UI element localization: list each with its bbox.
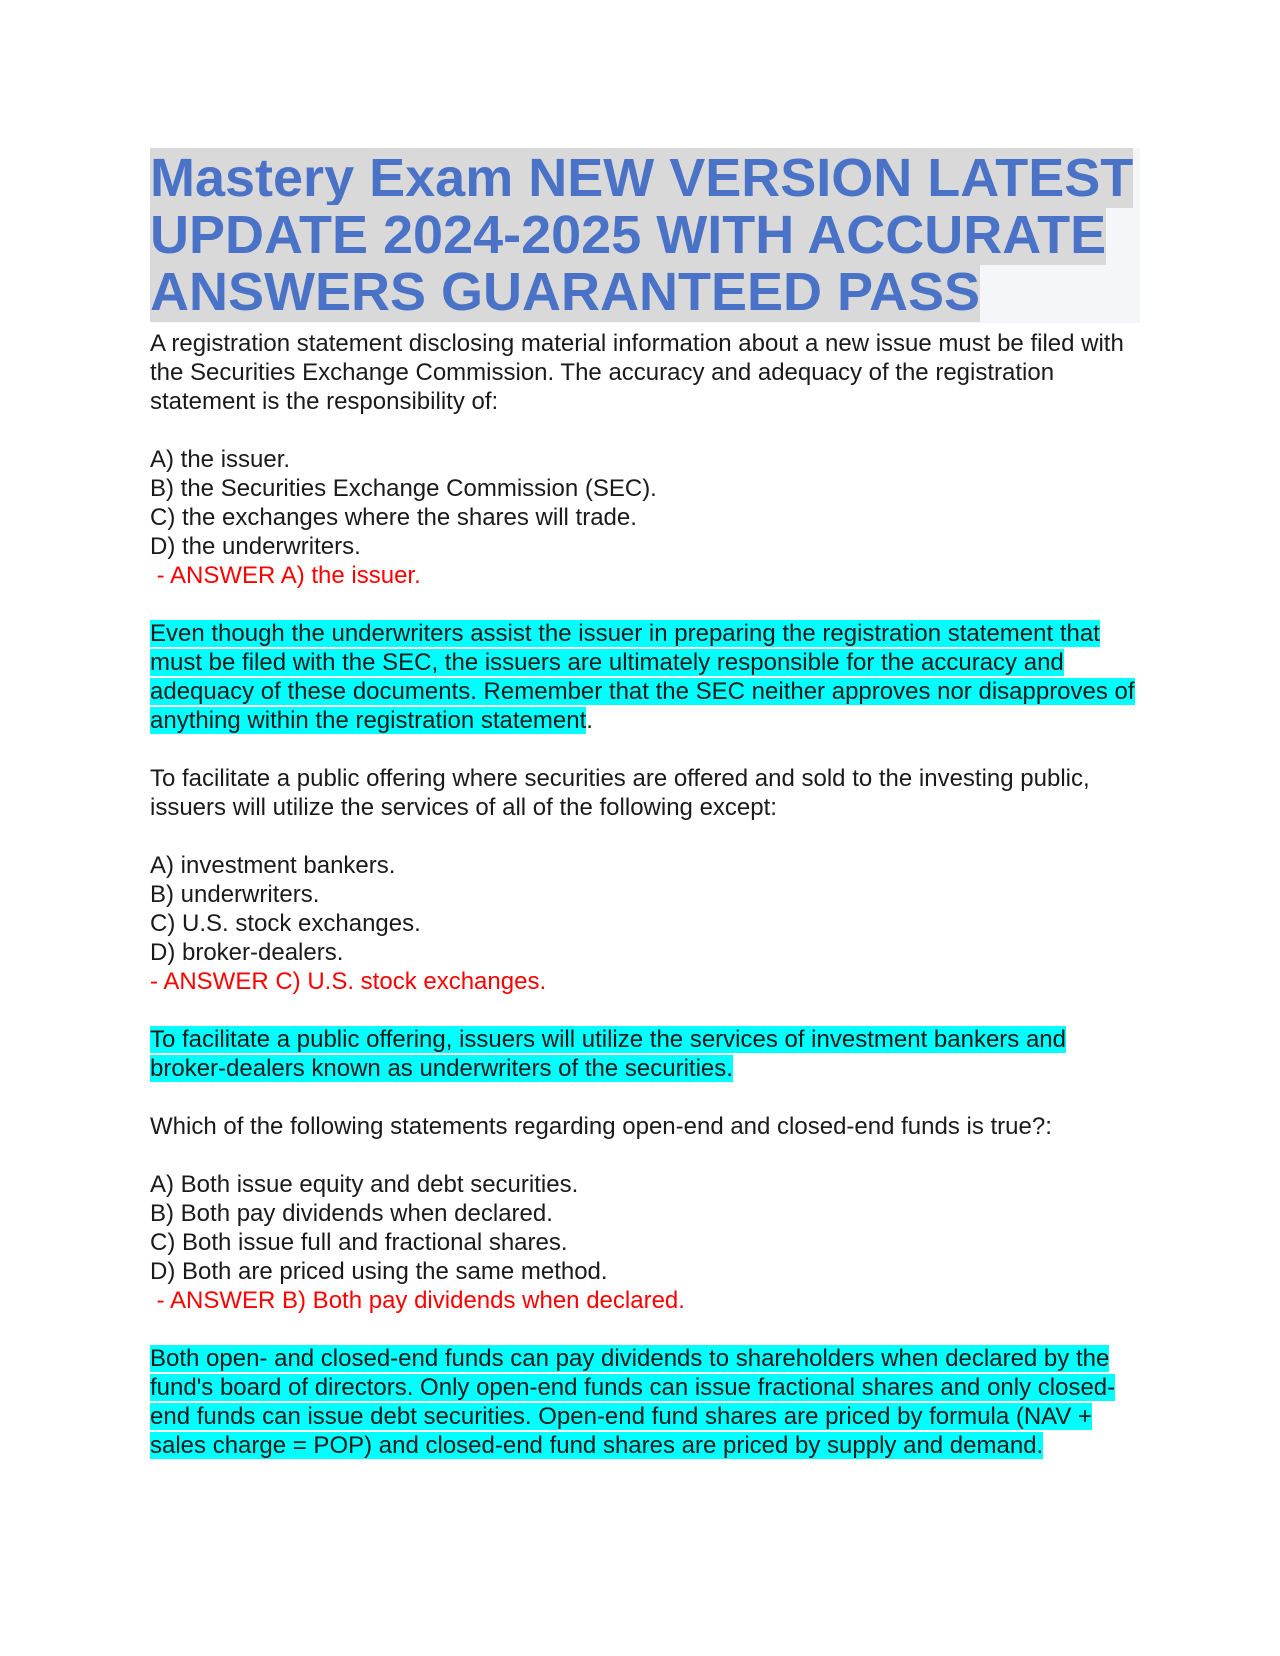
- option-b: B) the Securities Exchange Commission (SEC).: [150, 475, 657, 502]
- document-title: Mastery Exam NEW VERSION LATEST UPDATE 2024-2025 WITH ACCURATE ANSWERS GUARANTEED PASS: [150, 148, 1134, 322]
- answer-text: - ANSWER A) the issuer.: [150, 562, 421, 589]
- option-a: A) Both issue equity and debt securities.: [150, 1171, 579, 1198]
- title-block: [150, 148, 1140, 323]
- option-a: A) the issuer.: [150, 446, 291, 473]
- option-b: B) underwriters.: [150, 881, 320, 908]
- question-block-3: [150, 1112, 1140, 1460]
- option-c: C) U.S. stock exchanges.: [150, 910, 421, 937]
- question-text: To facilitate a public offering where securities are offered and sold to the investing public, issuers will utilize the services of all of the following except:: [150, 765, 1090, 821]
- explanation-highlight: To facilitate a public offering, issuers will utilize the services of investment bankers and broker-dealers known as underwriters of the securities.: [150, 1026, 1066, 1082]
- option-d: D) Both are priced using the same method.: [150, 1258, 608, 1285]
- answer-text: - ANSWER C) U.S. stock exchanges.: [150, 968, 547, 995]
- explanation-highlight: Both open- and closed-end funds can pay dividends to shareholders when declared by the fund's board of directors. Only open-end funds can issue fractional shares and only closed-end funds can issue debt securities. Open-end fund shares are priced by formula (NAV + sales charge = POP) and closed-end fund shares are priced by supply and demand.: [150, 1345, 1116, 1459]
- option-c: C) Both issue full and fractional shares.: [150, 1229, 568, 1256]
- question-text: A registration statement disclosing material information about a new issue must be filed with the Securities Exchange Commission. The accuracy and adequacy of the registration statement is the responsibility of:: [150, 330, 1124, 415]
- options-list: [150, 1170, 1140, 1286]
- answer-text: - ANSWER B) Both pay dividends when declared.: [150, 1287, 685, 1314]
- options-list: [150, 445, 1140, 561]
- option-a: A) investment bankers.: [150, 852, 396, 879]
- explanation-highlight: Even though the underwriters assist the issuer in preparing the registration statement that must be filed with the SEC, the issuers are ultimately responsible for the accuracy and adequacy of these documents. Remember that the SEC neither approves nor disapproves of anything within the registration statement: [150, 620, 1135, 734]
- option-d: D) the underwriters.: [150, 533, 361, 560]
- option-d: D) broker-dealers.: [150, 939, 344, 966]
- explanation-text: [150, 619, 1140, 735]
- document-page: [150, 148, 1140, 1489]
- explanation-text: [150, 1025, 1140, 1083]
- question-block-2: [150, 764, 1140, 1083]
- question-text: Which of the following statements regarding open-end and closed-end funds is true?:: [150, 1113, 1052, 1140]
- options-list: [150, 851, 1140, 967]
- option-c: C) the exchanges where the shares will trade.: [150, 504, 637, 531]
- option-b: B) Both pay dividends when declared.: [150, 1200, 553, 1227]
- explanation-tail: .: [586, 707, 593, 734]
- question-block-1: [150, 329, 1140, 735]
- explanation-text: [150, 1344, 1140, 1460]
